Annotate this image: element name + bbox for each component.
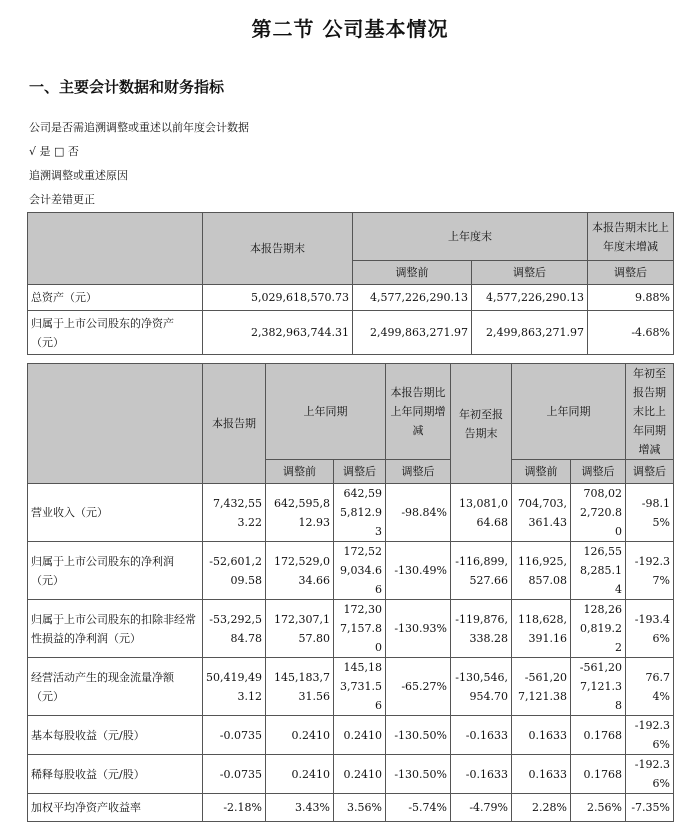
cell: 5,029,618,570.73 — [203, 285, 353, 311]
cell: -0.0735 — [203, 755, 266, 794]
cell: -0.0735 — [203, 716, 266, 755]
cell: 3.56% — [334, 794, 386, 822]
cell: 0.2410 — [266, 755, 334, 794]
cell: -98.84% — [386, 484, 451, 542]
row-label: 经营活动产生的现金流量净额（元） — [28, 658, 203, 716]
cell: 0.2410 — [334, 755, 386, 794]
row-label: 稀释每股收益（元/股） — [28, 755, 203, 794]
cell: 704,703,361.43 — [512, 484, 571, 542]
row-label: 归属于上市公司股东的扣除非经常性损益的净利润（元） — [28, 600, 203, 658]
col-header: 调整前 — [353, 261, 472, 285]
row-label: 加权平均净资产收益率 — [28, 794, 203, 822]
col-header: 调整前 — [512, 460, 571, 484]
row-label: 总资产（元） — [28, 285, 203, 311]
cell: 0.2410 — [334, 716, 386, 755]
table-row — [28, 658, 674, 716]
cell: 172,529,034.66 — [334, 542, 386, 600]
col-header: 调整后 — [571, 460, 626, 484]
cell: 708,022,720.80 — [571, 484, 626, 542]
cell: -7.35% — [626, 794, 674, 822]
text-line: 追溯调整或重述原因 — [29, 169, 128, 182]
col-header: 调整后 — [334, 460, 386, 484]
cell: 2,499,863,271.97 — [472, 311, 588, 355]
cell: 2,382,963,744.31 — [203, 311, 353, 355]
cell: 4,577,226,290.13 — [472, 285, 588, 311]
text-line: √ 是 □ 否 — [29, 145, 79, 158]
corner-cell — [28, 364, 203, 484]
cell: -192.37% — [626, 542, 674, 600]
performance-table — [27, 363, 674, 822]
cell: 2.56% — [571, 794, 626, 822]
cell: -192.36% — [626, 755, 674, 794]
cell: 9.88% — [588, 285, 674, 311]
col-header: 年初至报告期末 — [451, 364, 512, 484]
cell: -561,207,121.38 — [512, 658, 571, 716]
col-header: 调整后 — [626, 460, 674, 484]
corner-cell — [28, 213, 203, 285]
cell: -130.50% — [386, 755, 451, 794]
col-header: 本报告期末比上年度末增减 — [588, 213, 674, 261]
cell: 13,081,064.68 — [451, 484, 512, 542]
cell: -98.15% — [626, 484, 674, 542]
cell: 145,183,731.56 — [266, 658, 334, 716]
cell: 145,183,731.56 — [334, 658, 386, 716]
cell: -53,292,584.78 — [203, 600, 266, 658]
cell: 0.1633 — [512, 755, 571, 794]
cell: -130.49% — [386, 542, 451, 600]
col-header: 调整前 — [266, 460, 334, 484]
col-header: 调整后 — [386, 460, 451, 484]
col-header: 上年同期 — [512, 364, 626, 460]
cell: 2.28% — [512, 794, 571, 822]
cell: -0.1633 — [451, 716, 512, 755]
cell: 0.1768 — [571, 716, 626, 755]
cell: 128,260,819.22 — [571, 600, 626, 658]
cell: 3.43% — [266, 794, 334, 822]
cell: 118,628,391.16 — [512, 600, 571, 658]
cell: 50,419,493.12 — [203, 658, 266, 716]
row-label: 基本每股收益（元/股） — [28, 716, 203, 755]
table-row — [28, 285, 674, 311]
table-row — [28, 794, 674, 822]
table-row — [28, 542, 674, 600]
table-row — [28, 484, 674, 542]
table-row — [28, 716, 674, 755]
cell: -0.1633 — [451, 755, 512, 794]
cell: 126,558,285.14 — [571, 542, 626, 600]
cell: 2,499,863,271.97 — [353, 311, 472, 355]
row-label: 营业收入（元） — [28, 484, 203, 542]
cell: -119,876,338.28 — [451, 600, 512, 658]
text-line: 会计差错更正 — [29, 193, 95, 206]
cell: -65.27% — [386, 658, 451, 716]
cell: -193.46% — [626, 600, 674, 658]
cell: -561,207,121.38 — [571, 658, 626, 716]
col-header: 上年同期 — [266, 364, 386, 460]
table-row — [28, 311, 674, 355]
cell: 76.74% — [626, 658, 674, 716]
cell: -2.18% — [203, 794, 266, 822]
cell: -52,601,209.58 — [203, 542, 266, 600]
cell: 4,577,226,290.13 — [353, 285, 472, 311]
cell: 0.2410 — [266, 716, 334, 755]
col-header: 本报告期比上年同期增减 — [386, 364, 451, 460]
text-line: 公司是否需追溯调整或重述以前年度会计数据 — [29, 121, 249, 134]
page-title: 第二节 公司基本情况 — [251, 17, 449, 41]
cell: 172,307,157.80 — [266, 600, 334, 658]
cell: 116,925,857.08 — [512, 542, 571, 600]
col-header: 本报告期末 — [203, 213, 353, 285]
section-heading: 一、主要会计数据和财务指标 — [29, 78, 225, 96]
table-row — [28, 755, 674, 794]
table-row — [28, 600, 674, 658]
cell: -192.36% — [626, 716, 674, 755]
cell: -130.50% — [386, 716, 451, 755]
cell: 0.1768 — [571, 755, 626, 794]
cell: -130,546,954.70 — [451, 658, 512, 716]
col-header: 本报告期 — [203, 364, 266, 484]
cell: -5.74% — [386, 794, 451, 822]
balance-table — [27, 212, 674, 355]
cell: -130.93% — [386, 600, 451, 658]
col-header: 上年度末 — [353, 213, 588, 261]
cell: -4.68% — [588, 311, 674, 355]
col-header: 调整后 — [472, 261, 588, 285]
cell: 642,595,812.93 — [334, 484, 386, 542]
cell: 172,529,034.66 — [266, 542, 334, 600]
cell: 0.1633 — [512, 716, 571, 755]
cell: -116,899,527.66 — [451, 542, 512, 600]
row-label: 归属于上市公司股东的净资产（元） — [28, 311, 203, 355]
col-header: 调整后 — [588, 261, 674, 285]
cell: 172,307,157.80 — [334, 600, 386, 658]
cell: -4.79% — [451, 794, 512, 822]
col-header: 年初至报告期末比上年同期增减 — [626, 364, 674, 460]
cell: 642,595,812.93 — [266, 484, 334, 542]
row-label: 归属于上市公司股东的净利润（元） — [28, 542, 203, 600]
cell: 7,432,553.22 — [203, 484, 266, 542]
